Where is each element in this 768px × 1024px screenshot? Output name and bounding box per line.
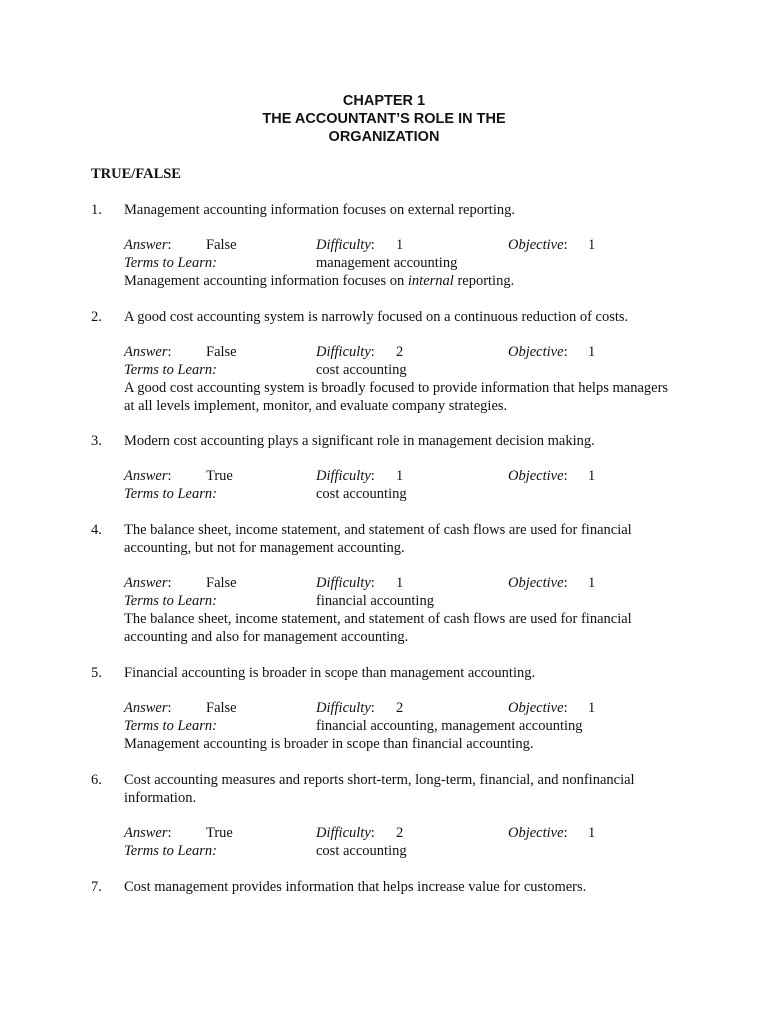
difficulty-label: Difficulty: — [316, 237, 375, 253]
chapter-title-line-2: ORGANIZATION — [328, 129, 440, 145]
objective-label: Objective: — [508, 825, 568, 841]
answer-value: False — [206, 344, 237, 360]
question-number: 7. — [91, 879, 102, 895]
answer-label: Answer: — [124, 575, 172, 591]
question-meta — [124, 824, 671, 860]
question-text: Financial accounting is broader in scope than management accounting. — [124, 665, 536, 681]
question-item — [91, 201, 671, 290]
objective-label: Objective: — [508, 700, 568, 716]
difficulty-value: 2 — [396, 825, 404, 841]
section-title: TRUE/FALSE — [91, 166, 181, 182]
question-item — [91, 878, 671, 896]
terms-label: Terms to Learn: — [124, 718, 217, 734]
question-item — [91, 521, 671, 646]
objective-label: Objective: — [508, 575, 568, 591]
objective-label: Objective: — [508, 237, 568, 253]
terms-label: Terms to Learn: — [124, 255, 217, 271]
question-text: A good cost accounting system is narrowly focused on a continuous reduction of costs. — [124, 309, 629, 325]
question-number: 2. — [91, 309, 102, 325]
objective-value: 1 — [588, 237, 596, 253]
question-text: Cost accounting measures and reports short-term, long-term, financial, and nonfinancial information. — [124, 772, 635, 806]
objective-value: 1 — [588, 825, 596, 841]
question-item — [91, 308, 671, 415]
question-number: 3. — [91, 433, 102, 449]
question-text: The balance sheet, income statement, and statement of cash flows are used for financial accounting, but not for management accounting. — [124, 522, 632, 556]
answer-value: False — [206, 575, 237, 591]
difficulty-value: 2 — [396, 344, 404, 360]
objective-value: 1 — [588, 575, 596, 591]
difficulty-value: 2 — [396, 700, 404, 716]
objective-value: 1 — [588, 468, 596, 484]
difficulty-value: 1 — [396, 468, 404, 484]
question-number: 1. — [91, 202, 102, 218]
difficulty-label: Difficulty: — [316, 825, 375, 841]
answer-explanation: Management accounting information focuses on internal reporting. — [124, 273, 515, 289]
answer-value: True — [206, 468, 233, 484]
question-number: 4. — [91, 522, 102, 538]
question-number: 5. — [91, 665, 102, 681]
question-meta — [124, 574, 671, 610]
difficulty-value: 1 — [396, 575, 404, 591]
terms-label: Terms to Learn: — [124, 593, 217, 609]
terms-value: cost accounting — [316, 362, 407, 378]
difficulty-value: 1 — [396, 237, 404, 253]
terms-label: Terms to Learn: — [124, 362, 217, 378]
terms-value: financial accounting, management accounting — [316, 718, 583, 734]
terms-value: cost accounting — [316, 486, 407, 502]
terms-value: financial accounting — [316, 593, 434, 609]
chapter-header — [0, 92, 768, 146]
answer-label: Answer: — [124, 237, 172, 253]
difficulty-label: Difficulty: — [316, 468, 375, 484]
answer-value: False — [206, 237, 237, 253]
answer-label: Answer: — [124, 468, 172, 484]
answer-explanation: The balance sheet, income statement, and statement of cash flows are used for financial accounting and also for management accounting. — [124, 611, 632, 645]
answer-value: True — [206, 825, 233, 841]
question-text: Management accounting information focuses on external reporting. — [124, 202, 515, 218]
objective-label: Objective: — [508, 468, 568, 484]
question-meta — [124, 236, 671, 272]
question-meta — [124, 343, 671, 379]
question-text: Modern cost accounting plays a significant role in management decision making. — [124, 433, 595, 449]
question-number: 6. — [91, 772, 102, 788]
chapter-title-line-1: THE ACCOUNTANT’S ROLE IN THE — [262, 111, 506, 127]
answer-explanation: A good cost accounting system is broadly focused to provide information that helps managers at all levels implement, monitor, and evaluate company strategies. — [124, 380, 669, 414]
difficulty-label: Difficulty: — [316, 575, 375, 591]
difficulty-label: Difficulty: — [316, 344, 375, 360]
question-item — [91, 771, 671, 860]
terms-label: Terms to Learn: — [124, 843, 217, 859]
difficulty-label: Difficulty: — [316, 700, 375, 716]
question-meta — [124, 467, 671, 503]
question-item — [91, 432, 671, 503]
objective-label: Objective: — [508, 344, 568, 360]
question-meta — [124, 699, 671, 735]
answer-explanation: Management accounting is broader in scope than financial accounting. — [124, 736, 534, 752]
question-text: Cost management provides information that helps increase value for customers. — [124, 879, 587, 895]
terms-value: cost accounting — [316, 843, 407, 859]
objective-value: 1 — [588, 700, 596, 716]
answer-value: False — [206, 700, 237, 716]
answer-label: Answer: — [124, 700, 172, 716]
chapter-number: CHAPTER 1 — [342, 93, 426, 109]
terms-label: Terms to Learn: — [124, 486, 217, 502]
answer-label: Answer: — [124, 825, 172, 841]
terms-value: management accounting — [316, 255, 458, 271]
question-item — [91, 664, 671, 753]
objective-value: 1 — [588, 344, 596, 360]
answer-label: Answer: — [124, 344, 172, 360]
